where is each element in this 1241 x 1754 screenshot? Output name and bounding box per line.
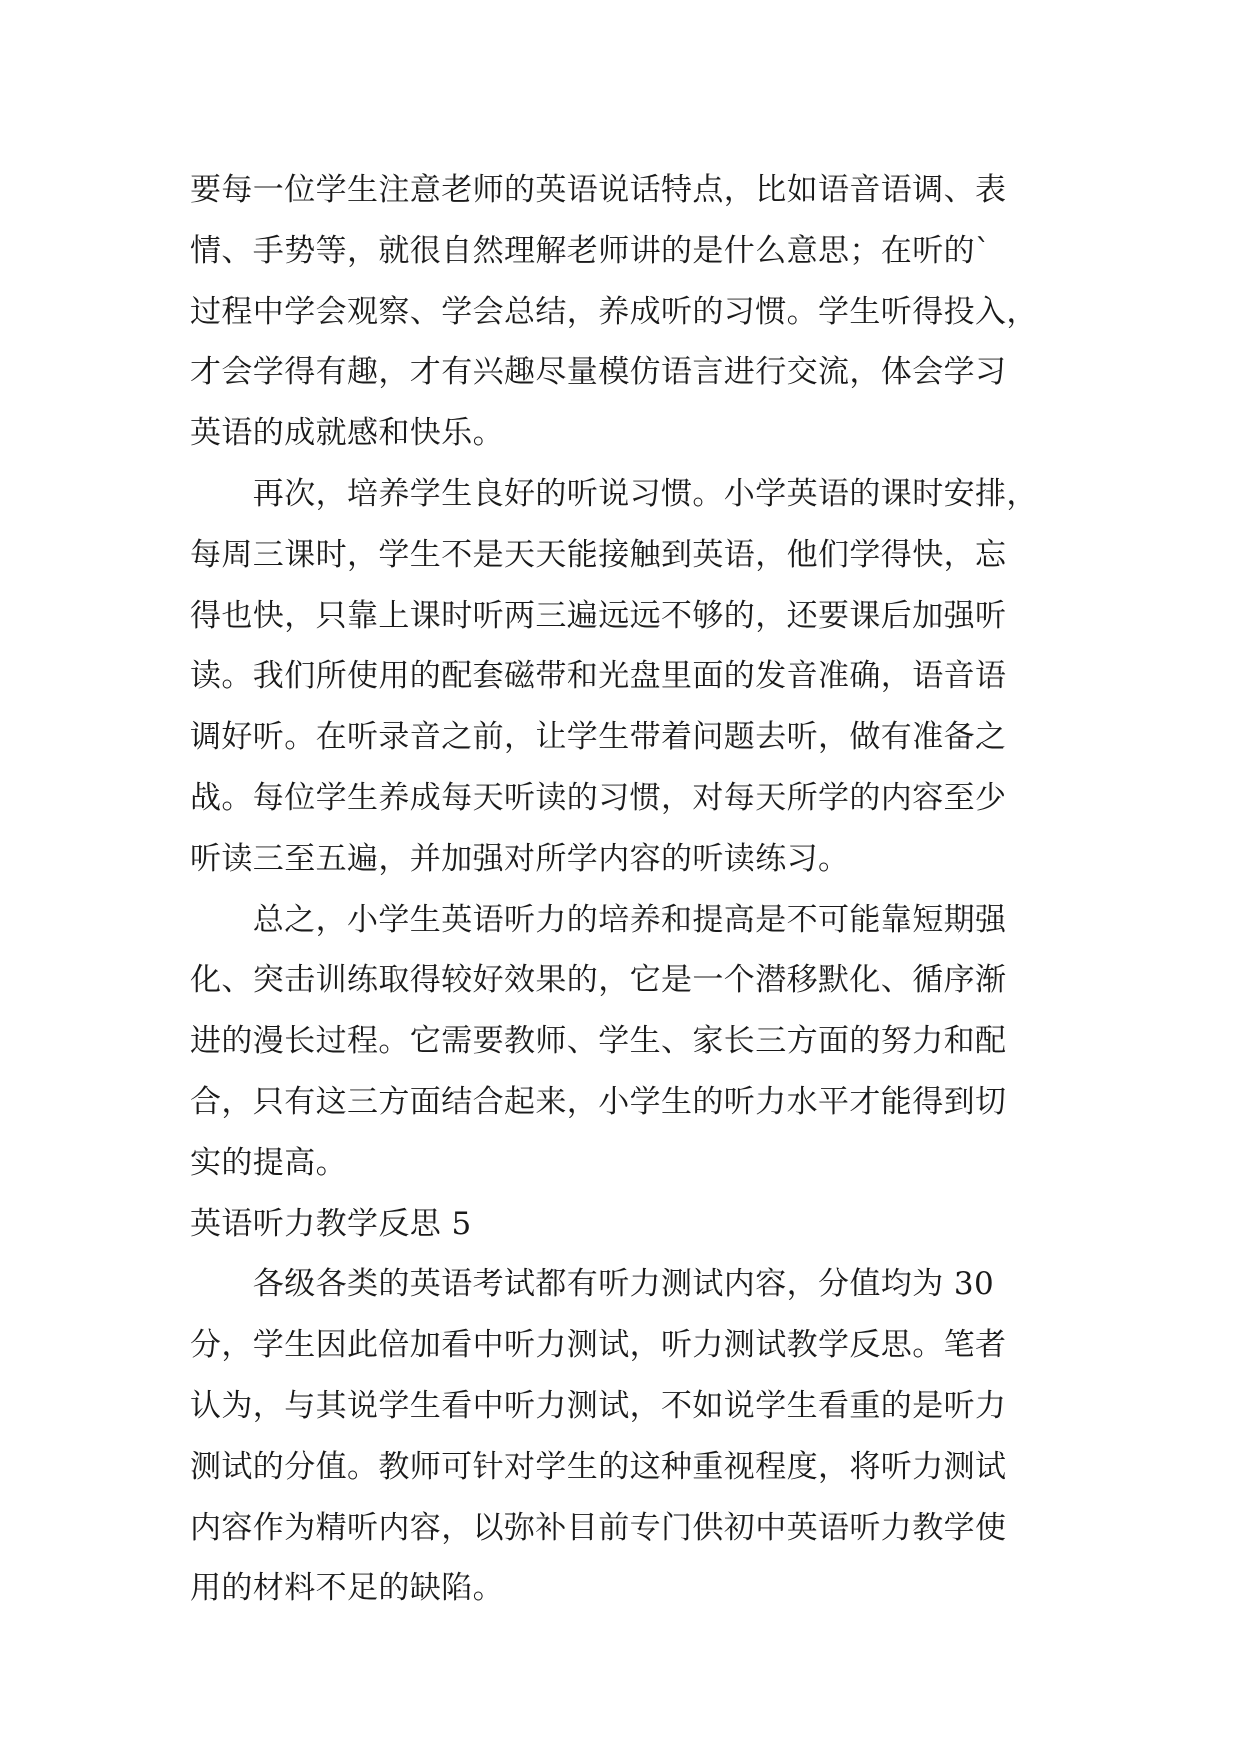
paragraph-line: 化、突击训练取得较好效果的，它是一个潜移默化、循序渐 (190, 962, 1007, 999)
paragraph-line: 各级各类的英语考试都有听力测试内容，分值均为 30 (190, 1266, 995, 1303)
paragraph-line: 才会学得有趣，才有兴趣尽量模仿语言进行交流，体会学习 (190, 354, 1007, 391)
section-heading: 英语听力教学反思 5 (190, 1205, 472, 1242)
paragraph-line: 调好听。在听录音之前，让学生带着问题去听，做有准备之 (190, 719, 1007, 756)
paragraph-line: 内容作为精听内容，以弥补目前专门供初中英语听力教学使 (190, 1509, 1007, 1546)
paragraph-line: 认为，与其说学生看中听力测试，不如说学生看重的是听力 (190, 1387, 1007, 1424)
paragraph-line: 英语的成就感和快乐。 (190, 415, 504, 452)
paragraph-line: 测试的分值。教师可针对学生的这种重视程度，将听力测试 (190, 1448, 1007, 1485)
paragraph-line: 实的提高。 (190, 1144, 347, 1181)
paragraph-line: 要每一位学生注意老师的英语说话特点，比如语音语调、表 (190, 172, 1007, 208)
paragraph-line: 过程中学会观察、学会总结，养成听的习惯。学生听得投入， (190, 293, 1038, 330)
paragraph-line: 再次，培养学生良好的听说习惯。小学英语的课时安排， (190, 475, 1038, 512)
paragraph-line: 得也快，只靠上课时听两三遍远远不够的，还要课后加强听 (190, 597, 1007, 634)
document-page (190, 160, 1060, 1619)
paragraph-line: 进的漫长过程。它需要教师、学生、家长三方面的努力和配 (190, 1023, 1007, 1060)
paragraph-line: 读。我们所使用的配套磁带和光盘里面的发音准确，语音语 (190, 658, 1007, 695)
paragraph-line: 用的材料不足的缺陷。 (190, 1570, 504, 1607)
paragraph-line: 分，学生因此倍加看中听力测试，听力测试教学反思。笔者 (190, 1327, 1007, 1364)
paragraph-line: 情、手势等，就很自然理解老师讲的是什么意思；在听的` (190, 232, 991, 269)
paragraph-line: 每周三课时，学生不是天天能接触到英语，他们学得快，忘 (190, 536, 1007, 573)
paragraph-line: 战。每位学生养成每天听读的习惯，对每天所学的内容至少 (190, 779, 1007, 816)
paragraph-line: 听读三至五遍，并加强对所学内容的听读练习。 (190, 840, 850, 877)
paragraph-line: 总之，小学生英语听力的培养和提高是不可能靠短期强 (190, 901, 1007, 938)
paragraph-line: 合，只有这三方面结合起来，小学生的听力水平才能得到切 (190, 1083, 1007, 1120)
